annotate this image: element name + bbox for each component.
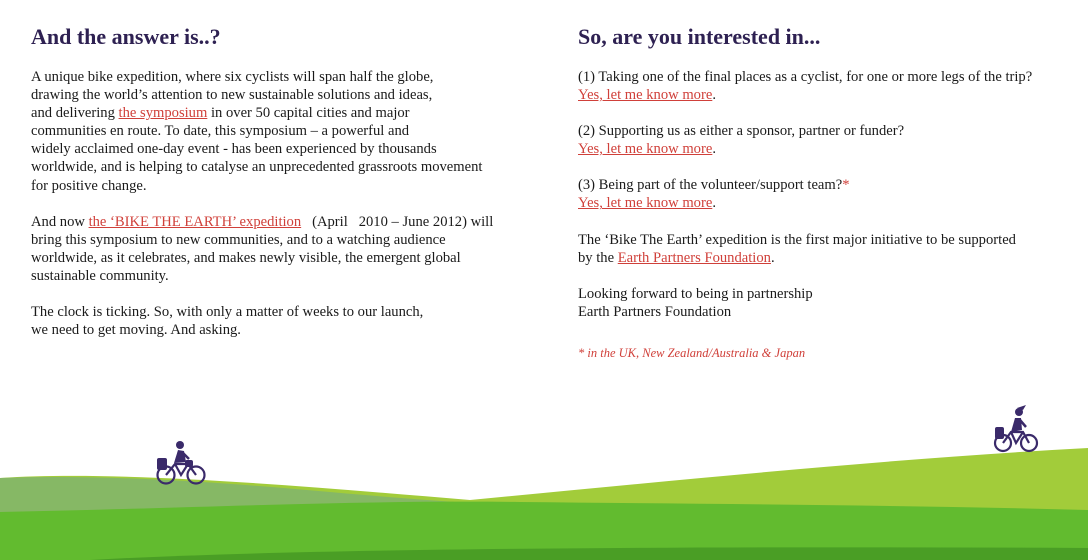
question-volunteer: [578, 176, 1068, 212]
text-line: And now: [31, 213, 89, 230]
period: .: [712, 141, 716, 158]
question-text: (2) Supporting us as either a sponsor, partner or funder?: [578, 123, 905, 140]
text-line: in over 50 capital cities and major: [207, 105, 410, 122]
text-line: (April 2010 – June 2012) will: [301, 213, 494, 230]
text-line: worldwide, and is helping to catalyse an unprecedented grassroots movement: [31, 159, 483, 176]
cyclist-right-icon: [993, 403, 1039, 455]
signature-text: Earth Partners Foundation: [578, 303, 732, 320]
interest-heading: So, are you interested in...: [578, 24, 821, 49]
text-line: for positive change.: [31, 177, 147, 194]
text-line: worldwide, as it celebrates, and makes newly visible, the emergent global: [31, 249, 461, 266]
question-cyclist: [578, 68, 1068, 104]
text-line: sustainable community.: [31, 267, 169, 284]
text-line: Looking forward to being in partnership: [578, 285, 813, 302]
expedition-paragraph: [31, 213, 531, 285]
earth-partners-link[interactable]: Earth Partners Foundation: [617, 249, 771, 266]
sponsor-more-link[interactable]: Yes, let me know more: [578, 141, 713, 158]
bike-the-earth-link[interactable]: the ‘BIKE THE EARTH’ expedition: [88, 213, 302, 230]
text-line: and delivering: [31, 105, 119, 122]
footnote-star: *: [842, 177, 850, 194]
text-line: A unique bike expedition, where six cyclists will span half the globe,: [31, 69, 434, 85]
period: .: [770, 249, 775, 266]
cyclist-left-icon: [155, 438, 207, 488]
right-column: [578, 22, 1068, 361]
text-line: by the: [578, 249, 618, 266]
volunteer-more-link[interactable]: Yes, let me know more: [578, 195, 713, 212]
text-line: communities en route. To date, this symposium – a powerful and: [31, 123, 410, 140]
question-sponsor: [578, 122, 1068, 158]
symposium-link[interactable]: the symposium: [118, 105, 208, 122]
footnote: * in the UK, New Zealand/Australia & Japan: [578, 345, 806, 360]
text-line: drawing the world’s attention to new sustainable solutions and ideas,: [31, 87, 433, 104]
answer-heading: And the answer is..?: [31, 24, 221, 49]
text-line: The ‘Bike The Earth’ expedition is the first major initiative to be supported: [578, 231, 1016, 248]
text-line: The clock is ticking. So, with only a matter of weeks to our launch,: [31, 304, 424, 321]
signoff-paragraph: [578, 285, 1068, 321]
period: .: [712, 87, 716, 104]
period: .: [712, 195, 716, 212]
cyclist-more-link[interactable]: Yes, let me know more: [578, 87, 713, 104]
question-text: (1) Taking one of the final places as a cyclist, for one or more legs of the trip?: [578, 69, 1033, 85]
left-column: [31, 22, 531, 357]
clock-paragraph: [31, 303, 531, 339]
intro-paragraph: [31, 68, 531, 195]
text-line: we need to get moving. And asking.: [31, 322, 241, 339]
initiative-paragraph: [578, 231, 1068, 267]
text-line: bring this symposium to new communities, and to a watching audience: [31, 231, 446, 248]
text-line: widely acclaimed one-day event - has been experienced by thousands: [31, 141, 437, 158]
question-text: (3) Being part of the volunteer/support team?: [578, 177, 843, 194]
